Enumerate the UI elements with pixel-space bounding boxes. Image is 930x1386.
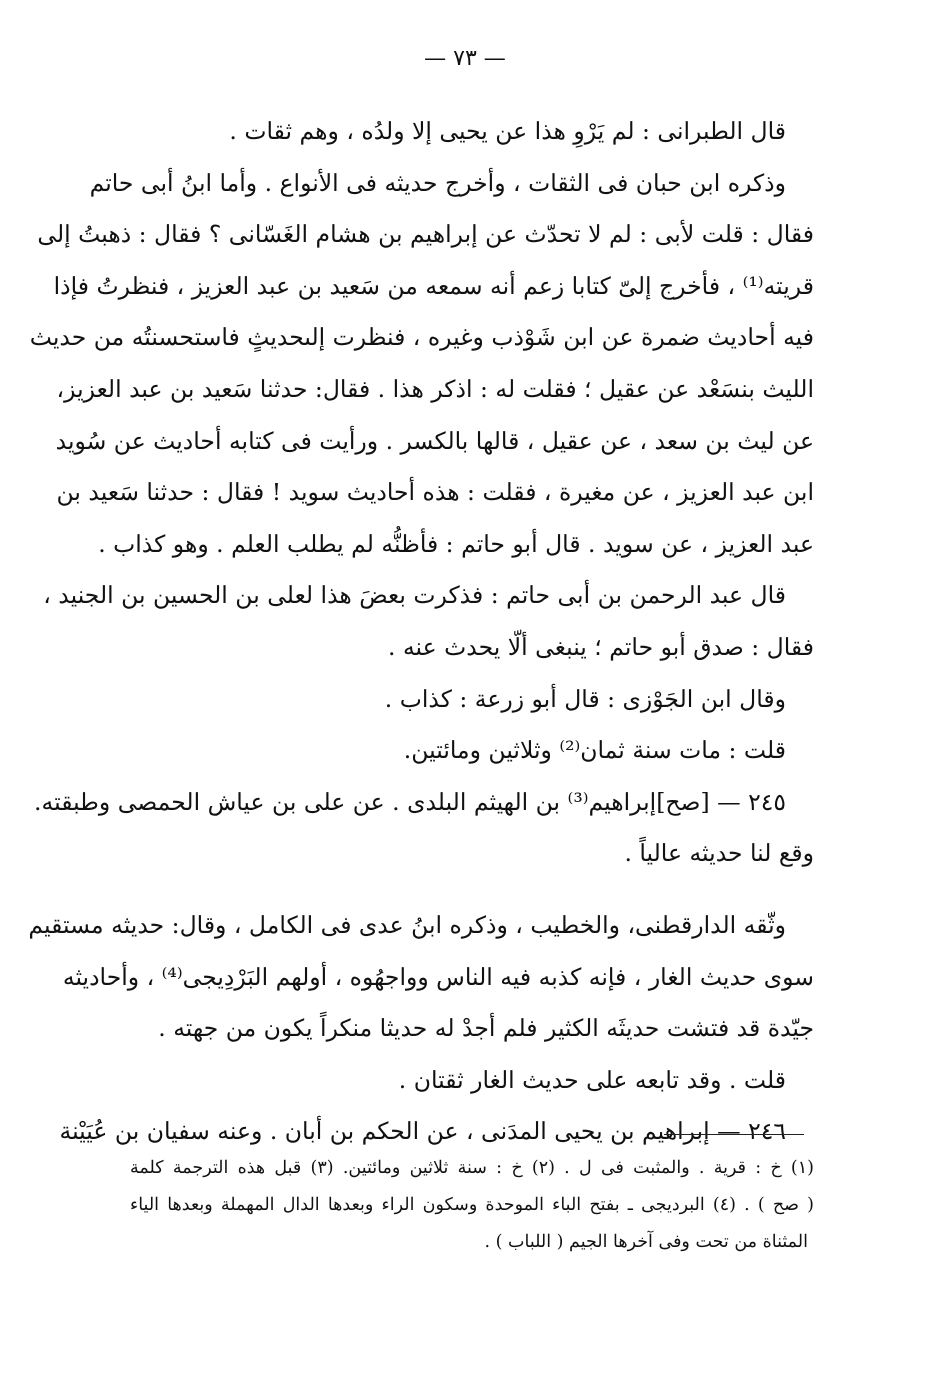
text-line: فقال : قلت لأبى : لم لا تحدّث عن إبراهيم بن هشام الغَسّانى ؟ فقال : ذهبتُ إلى: [37, 220, 814, 249]
text-line: جيّدة قد فتشت حديثَه الكثير فلم أجدْ له حديثا منكراً يكون من جهته .: [158, 1014, 814, 1043]
text-line: وقال ابن الجَوْزى : قال أبو زرعة : كذاب .: [384, 684, 786, 713]
footnote-line: ( صح ) . (٤) البرديجى ـ بفتح الباء الموحدة وسكون الراء وبعدها الدال المهملة وبعدها الياء: [130, 1195, 814, 1215]
text-line: ابن عبد العزيز ، عن مغيرة ، فقلت : هذه أحاديث سويد ! فقال : حدثنا سَعيد بن: [56, 478, 814, 507]
entry-heading-245: ٢٤٥ — [صح]إبراهيم⁽³⁾ بن الهيثم البلدى . عن على بن عياش الحمصى وطبقته.: [34, 787, 786, 816]
text-line: وثّقه الدارقطنى، والخطيب ، وذكره ابنُ عدى فى الكامل ، وقال: حديثه مستقيم: [28, 910, 786, 939]
main-text: [28, 106, 814, 1158]
text-line: عبد العزيز ، عن سويد . قال أبو حاتم : فأظنُّه لم يطلب العلم . وهو كذاب .: [98, 529, 814, 558]
text-line: الليث بنسَعْد عن عقيل ؛ فقلت له : اذكر هذا . فقال: حدثنا سَعيد بن عبد العزيز،: [56, 374, 814, 403]
text-line: قال الطبرانى : لم يَرْوِ هذا عن يحيى إلا ولدُه ، وهم ثقات .: [229, 117, 786, 145]
text-line: قلت : مات سنة ثمان⁽²⁾ وثلاثين ومائتين.: [403, 736, 786, 765]
page-number: — ٧٣ —: [424, 46, 506, 71]
text-line: قلت . وقد تابعه على حديث الغار ثقتان .: [398, 1065, 786, 1094]
text-line: عن ليث بن سعد ، عن عقيل ، قالها بالكسر . ورأيت فى كتابه أحاديث عن سُويد: [55, 426, 814, 455]
footnote-line: المثناة من تحت وفى آخرها الجيم ( اللباب ) .: [484, 1232, 808, 1252]
text-line: سوى حديث الغار ، فإنه كذبه فيه الناس وواجهُوه ، أولهم البَرْدِيجى⁽⁴⁾ ، وأحاديثه: [62, 962, 814, 991]
text-line: فيه أحاديث ضمرة عن ابن شَوْذب وغيره ، فنظرت إلىحديثٍ فاستحسنتُه من حديث: [29, 323, 814, 352]
text-line: قريته⁽¹⁾ ، فأخرج إلىّ كتابا زعم أنه سمعه من سَعيد بن عبد العزيز ، فنظرتُ فإذا: [53, 271, 814, 300]
entry-heading-246: ٢٤٦ — إبراهيم بن يحيى المدَنى ، عن الحكم بن أبان . وعنه سفيان بن عُيَيْنة: [59, 1117, 786, 1146]
text-line: قال عبد الرحمن بن أبى حاتم : فذكرت بعضَ هذا لعلى بن الحسين بن الجنيد ،: [43, 581, 786, 610]
paragraph-gap: [130, 880, 814, 900]
text-line: وقع لنا حديثه عالياً .: [624, 839, 814, 868]
footnotes: [130, 1150, 814, 1261]
footnote-line: (١) خ : قرية . والمثبت فى ل . (٢) خ : سنة ثلاثين ومائتين. (٣) قبل هذه الترجمة كلمة: [130, 1158, 814, 1178]
text-line: فقال : صدق أبو حاتم ؛ ينبغى ألّا يحدث عنه .: [388, 632, 814, 661]
footnote-divider: [664, 1134, 804, 1135]
text-line: وذكره ابن حبان فى الثقات ، وأخرج حديثه فى الأنواع . وأما ابنُ أبى حاتم: [89, 168, 786, 197]
